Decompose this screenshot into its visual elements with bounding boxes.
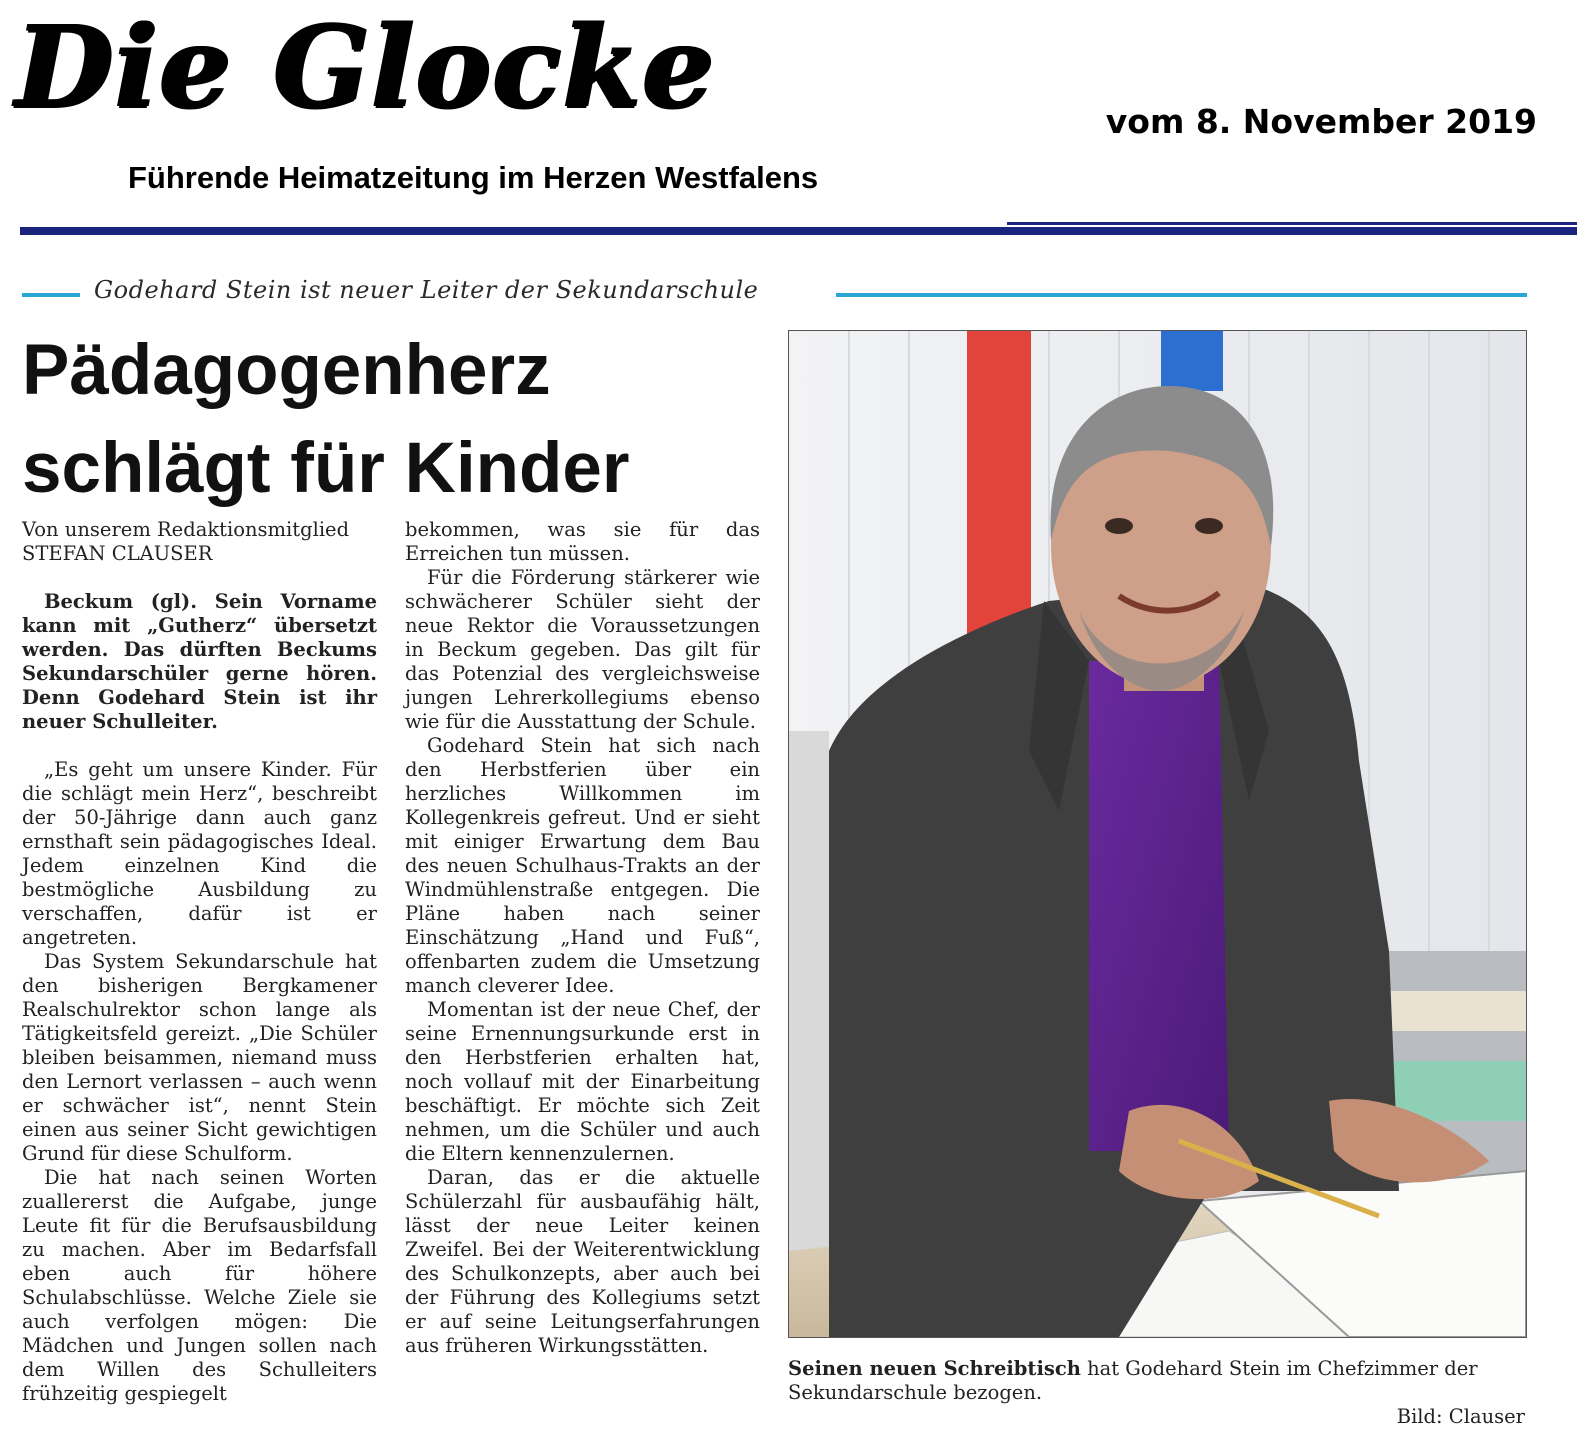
body-paragraph: Godehard Stein hat sich nach den Herbstferien über ein herzliches Willkommen im Kollegenkreis gefreut. Und er sieht mit einiger Erwartung dem Bau des neuen Schulhaus-Trakts an der Windmühlenstraße entgegen. Die Pläne haben nach seiner Einschätzung „Hand und Fuß“, offenbarten zudem die Umsetzung manch cleverer Idee.	[405, 734, 760, 997]
body-paragraph: Für die Förderung stärkerer wie schwächerer Schüler sieht der neue Rektor die Voraussetzungen in Beckum gegeben. Das gilt für das Potenzial des vergleichsweise jungen Lehrerkollegiums ebenso wie für die Ausstattung der Schule.	[405, 566, 760, 733]
caption-text: hat Godehard Stein im Chefzimmer der Sekundarschule bezogen.	[788, 1357, 1478, 1404]
article-kicker: Godehard Stein ist neuer Leiter der Sekundarschule	[94, 276, 759, 304]
body-paragraph-continued: bekommen, was sie für das Erreichen tun müssen.	[405, 518, 760, 565]
portrait-illustration	[789, 331, 1526, 1337]
byline-author: STEFAN CLAUSER	[22, 542, 213, 565]
headline-line-1: Pädagogenherz	[22, 331, 551, 410]
headline-line-2: schlägt für Kinder	[22, 428, 630, 508]
photo-caption	[788, 1357, 1525, 1429]
body-paragraph: Daran, das er die aktuelle Schülerzahl für ausbaufähig hält, lässt der neue Leiter keinen Zweifel. Bei der Weiterentwicklung des Schulkonzepts, aber auch bei der Führung des Kollegiums setzt er auf seine Leitungserfahrungen aus früheren Wirkungsstätten.	[405, 1166, 760, 1357]
article-photo	[788, 330, 1527, 1338]
byline-role: Von unserem Redaktionsmitglied	[22, 518, 350, 541]
masthead-rule-thin	[1007, 222, 1577, 225]
article-headline	[22, 322, 772, 518]
body-paragraph: „Es geht um unsere Kinder. Für die schlägt mein Herz“, beschreibt der 50-Jährige dann auch ganz ernsthaft sein pädagogisches Ideal. Jedem einzelnen Kind die bestmögliche Ausbildung zu verschaffen, dafür ist er angetreten.	[22, 758, 377, 949]
photo-credit: Bild: Clauser	[1396, 1405, 1525, 1428]
article-lead: Beckum (gl). Sein Vorname kann mit „Gutherz“ übersetzt werden. Das dürften Beckums Sekundarschüler gerne hören. Denn Godehard Stein ist ihr neuer Schulleiter.	[22, 590, 377, 733]
body-paragraph: Die hat nach seinen Worten zuallererst die Aufgabe, junge Leute fit für die Berufsausbildung zu machen. Aber im Bedarfsfall eben auch für höhere Schulabschlüsse. Welche Ziele sie auch verfolgen mögen: Die Mädchen und Jungen sollen nach dem Willen des Schulleiters frühzeitig gespiegelt	[22, 1166, 377, 1405]
body-paragraph: Momentan ist der neue Chef, der seine Ernennungsurkunde erst in den Herbstferien erhalten hat, noch vollauf mit der Einarbeitung beschäftigt. Er möchte sich Zeit nehmen, um die Schüler und auch die Eltern kennenzulernen.	[405, 998, 760, 1165]
article-column-2	[405, 518, 760, 1358]
masthead-title: Die Glocke	[16, 2, 716, 133]
body-paragraph: Das System Sekundarschule hat den bisherigen Bergkamener Realschulrektor schon lange als Tätigkeitsfeld gereizt. „Die Schüler bleiben beisammen, niemand muss den Lernort verlassen – auch wenn er schwächer ist“, nennt Stein einen aus seiner Sicht gewichtigen Grund für diese Schulform.	[22, 950, 377, 1165]
article-column-1	[22, 518, 377, 1406]
edition-date: vom 8. November 2019	[1105, 102, 1537, 141]
masthead-tagline: Führende Heimatzeitung im Herzen Westfalens	[128, 160, 819, 195]
caption-bold-lead: Seinen neuen Schreibtisch	[788, 1357, 1081, 1380]
kicker-rule-left	[22, 293, 80, 297]
masthead-rule-thick	[20, 227, 1577, 235]
kicker-rule-right	[836, 293, 1527, 297]
